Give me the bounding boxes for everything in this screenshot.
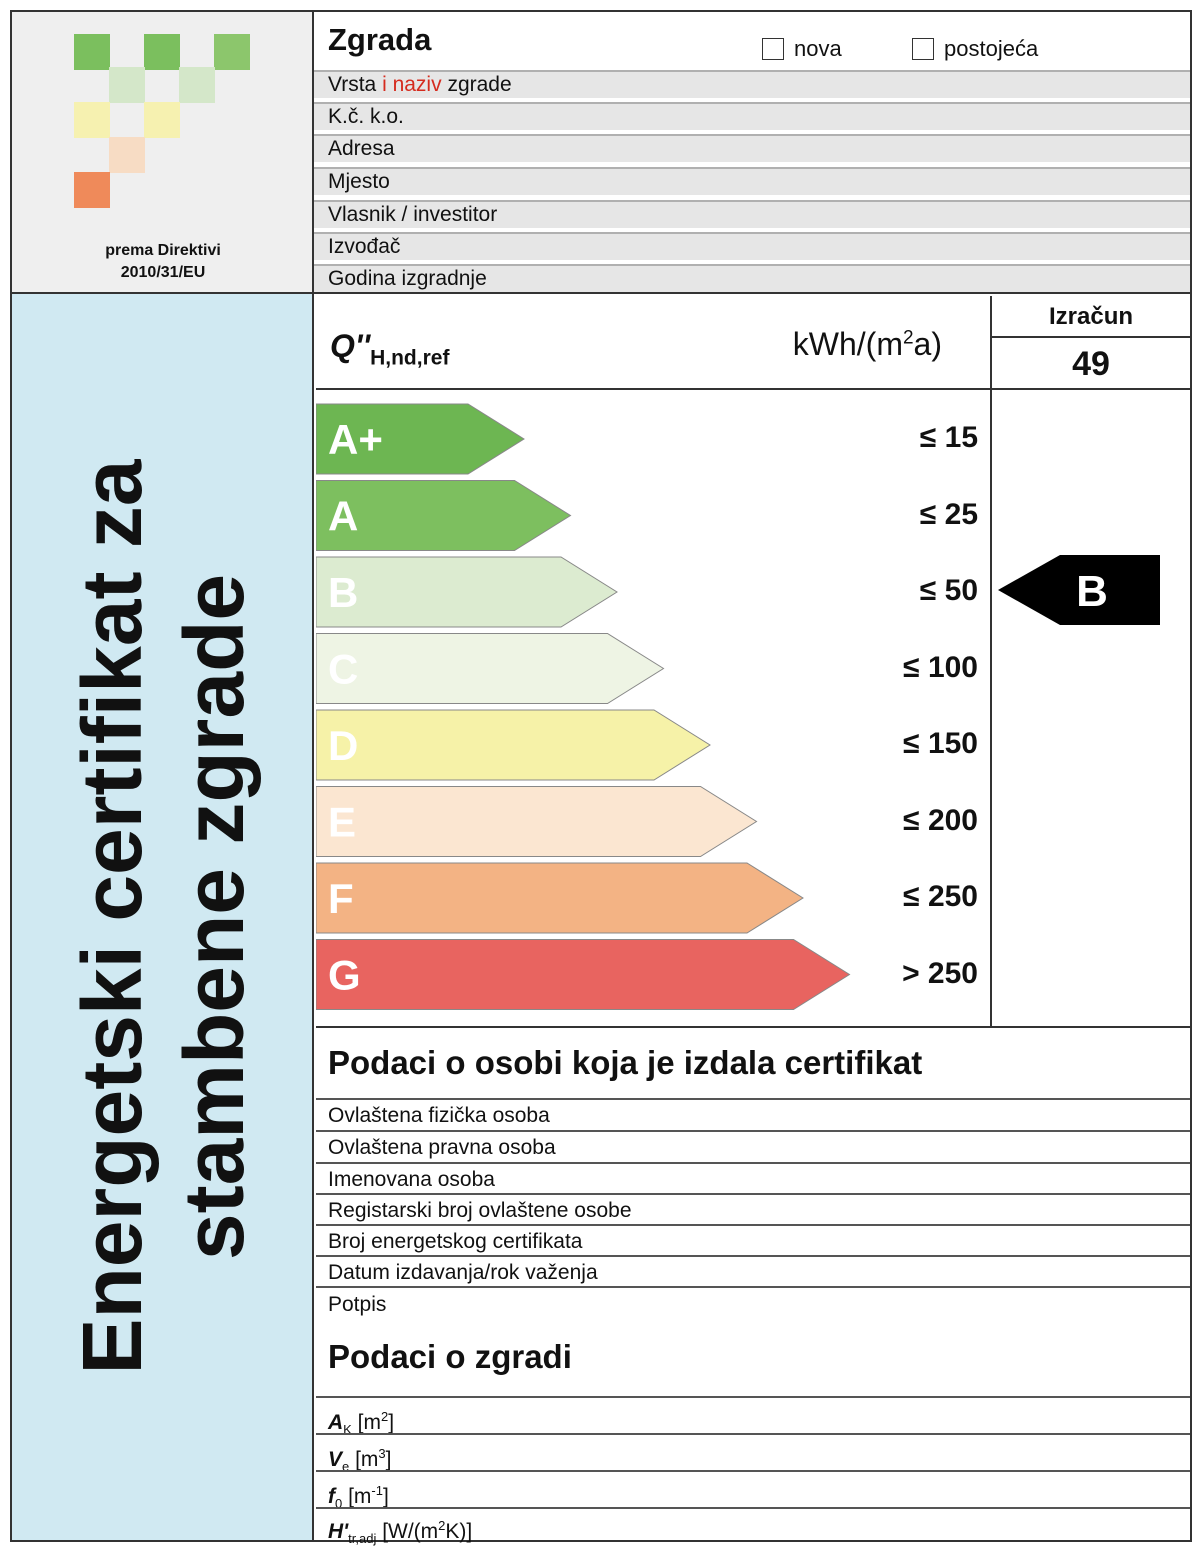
building-data-title: Podaci o zgradi [328, 1338, 572, 1375]
quantity-unit [793, 326, 942, 363]
field-symbol: f [328, 1485, 335, 1508]
directive-line-2: 2010/31/EU [120, 264, 206, 281]
building-field[interactable]: Mjesto [314, 167, 1190, 195]
field-symbol: H' [328, 1520, 349, 1543]
energy-limit: ≤ 50 [919, 574, 978, 607]
energy-bar-label: F [328, 875, 354, 922]
quantity-unit-sup: 2 [902, 327, 914, 349]
building-field-type[interactable] [314, 70, 1190, 98]
quantity-header [316, 296, 990, 390]
field-unit-end: ] [385, 1448, 392, 1471]
energy-limit: ≤ 200 [903, 803, 978, 837]
field-subscript: tr,adj [348, 1531, 377, 1547]
building-field[interactable]: Vlasnik / investitor [314, 200, 1190, 228]
rating-class: B [1076, 567, 1108, 616]
field-sup: -1 [371, 1483, 383, 1498]
field-type-suffix: zgrade [441, 73, 512, 96]
logo-square [74, 102, 110, 138]
building-data-field[interactable] [316, 1433, 1190, 1475]
quantity-symbol-main: Q'' [330, 328, 371, 364]
certificate-title-line-1: Energetski certifikat za [65, 459, 159, 1375]
energy-limit: > 250 [902, 956, 978, 990]
field-symbol: V [328, 1448, 343, 1471]
building-section [314, 12, 1190, 294]
energy-bar-label: C [328, 645, 359, 693]
logo-square [179, 67, 215, 103]
building-field[interactable]: K.č. k.o. [314, 102, 1190, 130]
checkbox-existing-box[interactable] [912, 38, 934, 60]
field-unit-end: K)] [445, 1520, 473, 1543]
energy-limit: ≤ 150 [903, 727, 978, 760]
energy-bar-label: D [328, 722, 359, 769]
field-unit: [W/(m [376, 1520, 439, 1543]
building-title: Zgrada [328, 22, 432, 57]
field-type-prefix: Vrsta [328, 73, 383, 96]
issuer-field[interactable]: Registarski broj ovlaštene osobe [316, 1193, 1190, 1224]
building-field[interactable]: Izvođač [314, 232, 1190, 260]
energy-bar-label: A+ [328, 416, 383, 463]
energy-bar-label: G [328, 951, 361, 999]
building-field[interactable]: Adresa [314, 134, 1190, 162]
field-type-highlight: i naziv [382, 73, 442, 96]
issuer-field[interactable]: Datum izdavanja/rok važenja [316, 1255, 1190, 1286]
issuer-field[interactable]: Ovlaštena pravna osoba [316, 1130, 1190, 1162]
scale-bottom-border [316, 1026, 1190, 1028]
logo-square [74, 172, 110, 208]
issuer-field[interactable]: Imenovana osoba [316, 1162, 1190, 1193]
certificate-title-line-2: stambene zgrade [167, 573, 261, 1261]
logo-panel [12, 12, 314, 294]
quantity-unit-main: kWh/(m [792, 326, 903, 362]
energy-scale [316, 390, 992, 1026]
building-data-field[interactable] [316, 1470, 1190, 1512]
field-unit-end: ] [382, 1485, 389, 1508]
quantity-symbol-subscript: H,nd,ref [370, 346, 450, 370]
field-unit: [m [349, 1448, 379, 1471]
energy-bar-label: B [328, 569, 359, 616]
field-sup: 2 [381, 1409, 389, 1424]
issuer-title: Podaci o osobi koja je izdala certifikat [328, 1044, 923, 1081]
building-data-field[interactable] [316, 1396, 1190, 1438]
checkbox-new-box[interactable] [762, 38, 784, 60]
field-subscript: 0 [335, 1496, 343, 1512]
calculation-value: 49 [992, 338, 1190, 390]
checkbox-new-label: nova [794, 36, 842, 61]
energy-limit: ≤ 25 [919, 497, 978, 531]
building-data-field[interactable] [316, 1507, 1190, 1547]
field-symbol: A [328, 1411, 344, 1434]
checkbox-existing-label: postojeća [944, 36, 1039, 61]
quantity-symbol [330, 328, 449, 370]
energy-limit: ≤ 250 [903, 880, 978, 913]
checkbox-new[interactable] [762, 36, 842, 62]
issuer-field[interactable]: Broj energetskog certifikata [316, 1224, 1190, 1255]
issuer-field[interactable]: Ovlaštena fizička osoba [316, 1098, 1190, 1130]
directive-line-1: prema Direktivi [105, 242, 221, 259]
logo-square [214, 34, 250, 70]
energy-bar-label: E [328, 798, 357, 846]
logo-square [74, 34, 110, 70]
side-title-panel [12, 294, 314, 1540]
field-unit-end: ] [388, 1411, 395, 1434]
field-unit: [m [342, 1485, 372, 1508]
certificate-title [61, 307, 265, 1527]
checkbox-existing[interactable] [912, 36, 1038, 62]
logo-square [144, 102, 180, 138]
building-field[interactable]: Godina izgradnje [314, 264, 1190, 292]
rating-arrow [994, 552, 1164, 632]
field-subscript: e [342, 1459, 350, 1475]
field-sup: 3 [378, 1446, 386, 1461]
energy-bar-label: A [328, 492, 359, 540]
field-unit: [m [351, 1411, 382, 1434]
energy-limit: ≤ 15 [919, 421, 978, 454]
energy-limit: ≤ 100 [903, 650, 978, 684]
quantity-unit-end: a) [913, 326, 942, 362]
field-sup: 2 [438, 1518, 446, 1533]
logo-square [109, 67, 145, 103]
field-subscript: K [343, 1422, 352, 1438]
logo-square [144, 34, 180, 70]
calculation-header: Izračun [992, 296, 1190, 338]
issuer-field[interactable]: Potpis [316, 1286, 1190, 1320]
logo-square [109, 137, 145, 173]
